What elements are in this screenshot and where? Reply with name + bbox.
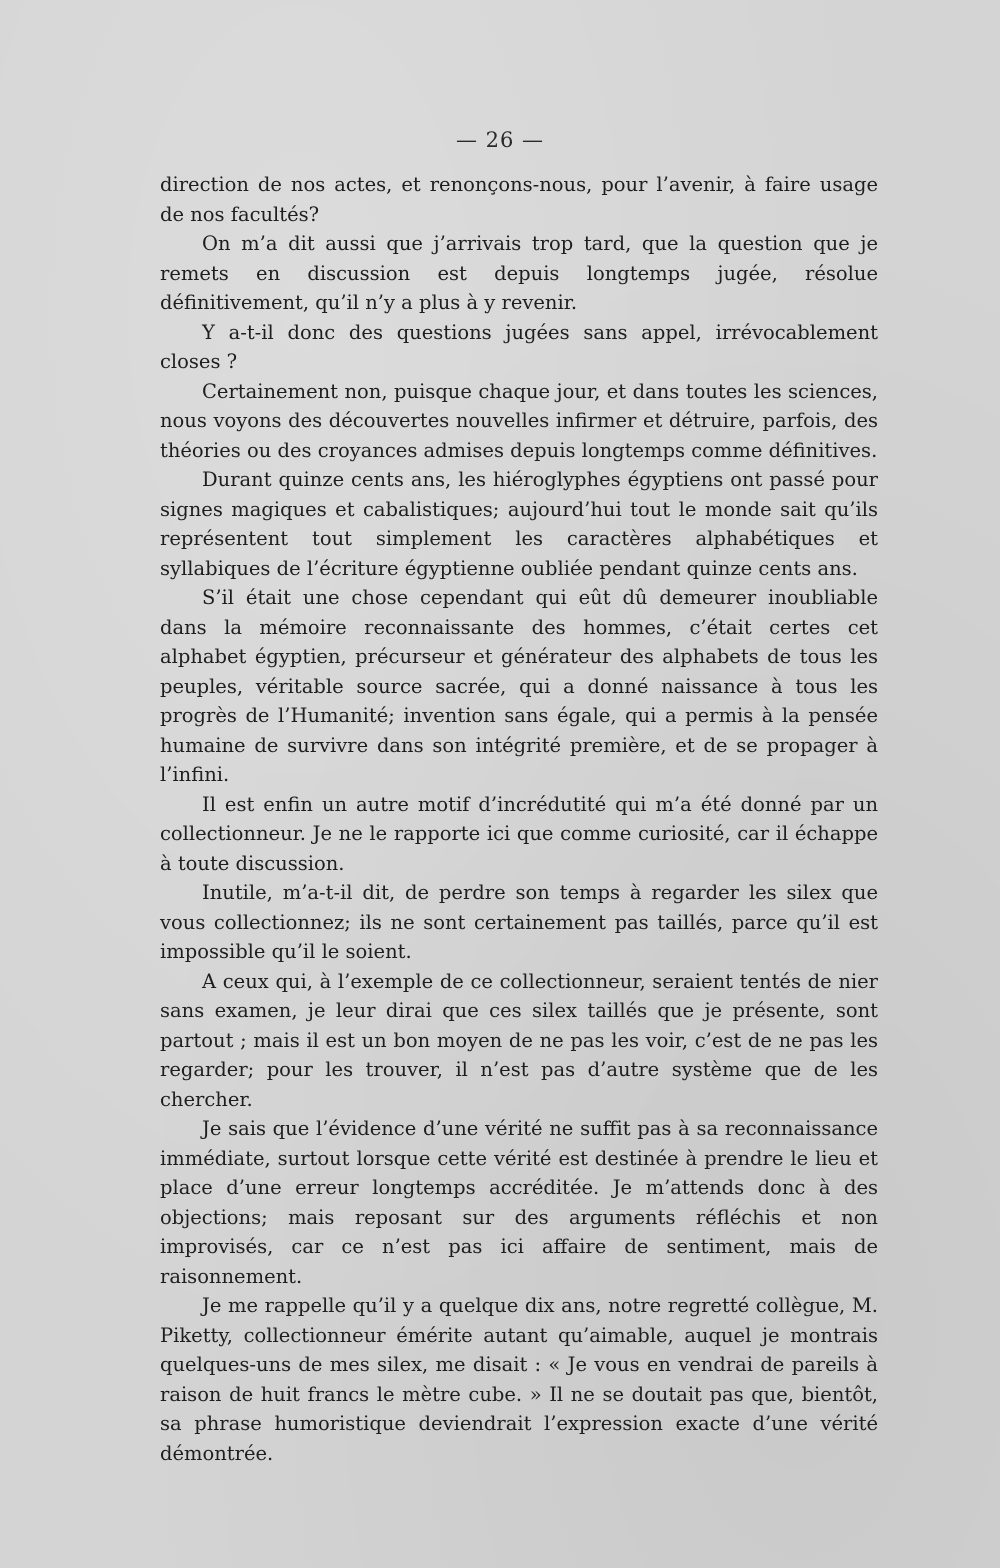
paragraph: Il est enfin un autre motif d’incrédutité qui m’a été donné par un collectionneur. Je ne le rapporte ici que comme curiosité, car il échappe à toute discussion.	[160, 792, 878, 875]
body-text	[160, 170, 878, 1468]
paragraph: Je sais que l’évidence d’une vérité ne suffit pas à sa reconnaissance immédiate, surtout lorsque cette vérité est destinée à prendre le lieu et place d’une erreur longtemps accréditée. Je m’attends donc à des objections; mais reposant sur des arguments réfléchis et non improvisés, car ce n’est pas ici affaire de sentiment, mais de raisonnement.	[160, 1117, 878, 1288]
paragraph: direction de nos actes, et renonçons-nous, pour l’avenir, à faire usage de nos facultés?	[160, 173, 878, 226]
paragraph: On m’a dit aussi que j’arrivais trop tard, que la question que je remets en discussion est depuis longtemps jugée, résolue définitivement, qu’il n’y a plus à y revenir.	[160, 232, 878, 314]
paragraph: Certainement non, puisque chaque jour, et dans toutes les sciences, nous voyons des découvertes nouvelles infirmer et détruire, parfois, des théories ou des croyances admises depuis longtemps comme définitives.	[160, 379, 878, 462]
paragraph: Y a-t-il donc des questions jugées sans appel, irrévocablement closes ?	[160, 320, 878, 373]
paragraph: Je me rappelle qu’il y a quelque dix ans, notre regretté collègue, M. Piketty, collectionneur émérite autant qu’aimable, auquel je montrais quelques-uns de mes silex, me disait : « Je vous en vendrai de pareils à raison de huit francs le mètre cube. » Il ne se doutait pas que, bientôt, sa phrase humoristique deviendrait l’expression exacte d’une vérité démontrée.	[160, 1294, 878, 1465]
paragraph: Durant quinze cents ans, les hiéroglyphes égyptiens ont passé pour signes magiques et cabalistiques; aujourd’hui tout le monde sait qu’ils représentent tout simplement les caractères alphabétiques et syllabiques de l’écriture égyptienne oubliée pendant quinze cents ans.	[160, 468, 878, 580]
page-number: — 26 —	[455, 128, 545, 152]
paragraph: A ceux qui, à l’exemple de ce collectionneur, seraient tentés de nier sans examen, je leur dirai que ces silex taillés que je présente, sont partout ; mais il est un bon moyen de ne pas les voir, c’est de ne pas les regarder; pour les trouver, il n’est pas d’autre système que de les chercher.	[160, 969, 878, 1111]
paragraph: Inutile, m’a-t-il dit, de perdre son temps à regarder les silex que vous collectionnez; ils ne sont certainement pas taillés, parce qu’il est impossible qu’il le soient.	[160, 881, 878, 963]
paragraph: S’il était une chose cependant qui eût dû demeurer inoubliable dans la mémoire reconnaissante des hommes, c’était certes cet alphabet égyptien, précurseur et générateur des alphabets de tous les peuples, véritable source sacrée, qui a donné naissance à tous les progrès de l’Humanité; invention sans égale, qui a permis à la pensée humaine de survivre dans son intégrité première, et de se propager à l’infini.	[160, 586, 878, 786]
